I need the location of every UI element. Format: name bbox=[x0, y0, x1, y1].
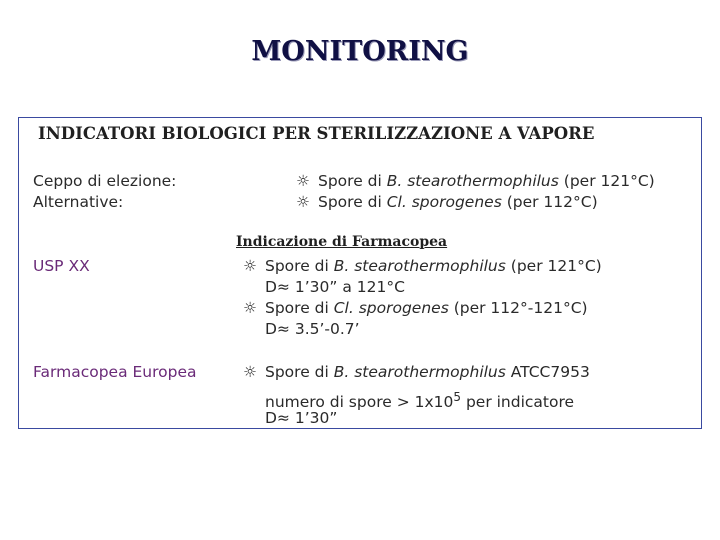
ceppo-value: ☼ Spore di B. stearothermophilus (per 121°C) bbox=[296, 172, 655, 190]
europea-line-1: ☼ Spore di B. stearothermophilus ATCC7953 bbox=[243, 363, 590, 381]
usp-line-1: ☼ Spore di B. stearothermophilus (per 121°C) bbox=[243, 257, 602, 275]
farmacopea-heading: Indicazione di Farmacopea bbox=[236, 234, 448, 250]
usp-line-4: D≈ 3.5’-0.7’ bbox=[265, 320, 360, 338]
sun-icon: ☼ bbox=[243, 363, 257, 381]
sun-icon: ☼ bbox=[296, 172, 310, 190]
exponent: 5 bbox=[453, 390, 462, 404]
ceppo-label: Ceppo di elezione: bbox=[33, 172, 177, 190]
europea-line-2: numero di spore > $1x10^5$ per indicatore bbox=[265, 390, 575, 412]
usp-line-3: ☼ Spore di Cl. sporogenes (per 112°-121°C) bbox=[243, 299, 588, 317]
page-title: MONITORING bbox=[251, 36, 469, 67]
alternative-label: Alternative: bbox=[33, 193, 124, 211]
alternative-value: ☼ Spore di Cl. sporogenes (per 112°C) bbox=[296, 193, 598, 211]
europea-line-3: D≈ 1’30” bbox=[265, 409, 338, 427]
usp-label: USP XX bbox=[33, 257, 90, 275]
organism-name: Cl. sporogenes bbox=[333, 299, 449, 317]
europea-label: Farmacopea Europea bbox=[33, 363, 197, 381]
organism-name: B. stearothermophilus bbox=[333, 363, 506, 381]
panel-heading: INDICATORI BIOLOGICI PER STERILIZZAZIONE A VAPORE bbox=[38, 124, 595, 143]
organism-name: Cl. sporogenes bbox=[386, 193, 502, 211]
sun-icon: ☼ bbox=[243, 299, 257, 317]
sun-icon: ☼ bbox=[296, 193, 310, 211]
organism-name: B. stearothermophilus bbox=[333, 257, 506, 275]
usp-line-2: D≈ 1’30” a 121°C bbox=[265, 278, 405, 296]
organism-name: B. stearothermophilus bbox=[386, 172, 559, 190]
sun-icon: ☼ bbox=[243, 257, 257, 275]
